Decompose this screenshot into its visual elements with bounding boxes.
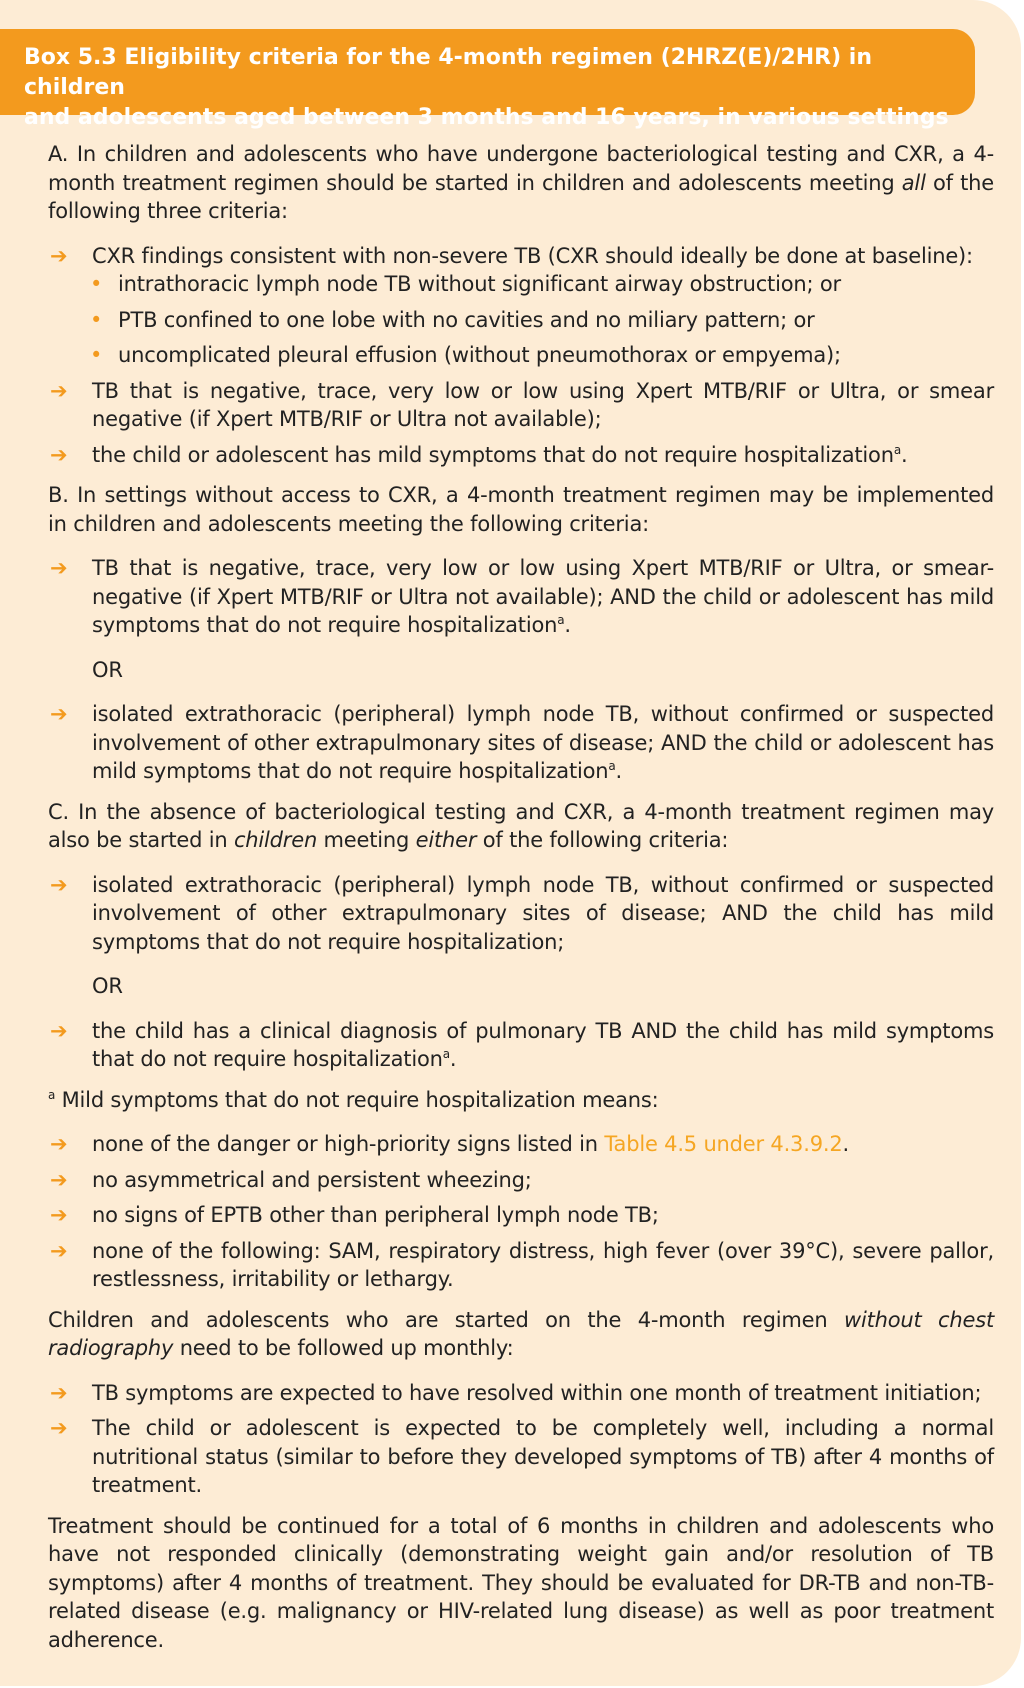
arrow-icon: ➔ — [50, 872, 68, 897]
list-item: ➔ TB that is negative, trace, very low or low using Xpert MTB/RIF or Ultra, or smear negative (if Xpert MTB/RIF or Ultra not available); — [50, 378, 994, 431]
arrow-icon: ➔ — [50, 1167, 68, 1192]
list-item: ➔ the child or adolescent has mild symptoms that do not require hospitalization$^a$. — [48, 441, 994, 470]
arrow-icon: ➔ — [50, 1203, 68, 1227]
bullet-icon: • — [90, 343, 103, 367]
section-c-intro: C. In the absence of bacteriological testing and CXR, a 4-month treatment regimen may also be started in children meeting either of the following criteria: — [48, 799, 994, 852]
section-a-intro: A. In children and adolescents who have undergone bacteriological testing and CXR, a 4-month treatment regimen should be started in children and adolescents meeting all of the following three criteria: — [48, 142, 994, 223]
list-item: ➔ no asymmetrical and persistent wheezing; — [48, 1166, 994, 1195]
box-title-line-2: and adolescents aged between 3 months and 16 years, in various settings — [24, 105, 949, 130]
list-item: ➔ isolated extrathoracic (peripheral) lymph node TB, without confirmed or suspected involvement of other extrapulmonary sites of disease; AND the child has mild symptoms that do not require hospitalization; — [50, 872, 994, 954]
or-separator: OR — [92, 974, 123, 998]
list-item: ➔ isolated extrathoracic (peripheral) lymph node TB, without confirmed or suspected involvement of other extrapulmonary sites of disease; AND the child or adolescent has mild symptoms that do not require hospitalization$^a$. — [50, 702, 994, 783]
list-item: ➔ TB that is negative, trace, very low or low using Xpert MTB/RIF or Ultra, or smear-negative (if Xpert MTB/RIF or Ultra not available); AND the child or adolescent has mild symptoms that do not require hospitalization$^a$. — [50, 556, 994, 637]
section-b-criteria — [48, 554, 994, 786]
list-item: ➔ The child or adolescent is expected to be completely well, including a normal nutritional status (similar to before they developed symptoms of TB) after 4 months of treatment. — [50, 1416, 994, 1497]
footnote-criteria — [48, 1130, 994, 1294]
section-c-criteria — [48, 871, 994, 1074]
section-b-intro: B. In settings without access to CXR, a 4-month treatment regimen may be implemented in children and adolescents meeting the following criteria: — [48, 483, 994, 536]
arrow-icon: ➔ — [50, 1018, 68, 1043]
followup-criteria — [48, 1379, 994, 1500]
box-content — [48, 140, 994, 1654]
arrow-icon: ➔ — [50, 556, 68, 580]
section-a-criteria — [48, 242, 994, 470]
or-separator: OR — [92, 657, 123, 682]
arrow-icon: ➔ — [50, 1238, 68, 1263]
closing-paragraph: Treatment should be continued for a total of 6 months in children and adolescents who have not responded clinically (demonstrating weight gain and/or resolution of TB symptoms) after 4 months of treatment. They should be evaluated for DR-TB and non-TB-related disease (e.g. malignancy or HIV-related lung disease) as well as poor treatment adherence. — [48, 1513, 994, 1652]
followup-intro: Children and adolescents who are started on the 4-month regimen without chest radiography need to be followed up monthly: — [48, 1307, 994, 1360]
sub-list-item: • PTB confined to one lobe with no cavities and no miliary pattern; or — [48, 306, 994, 335]
sub-list-item: • intrathoracic lymph node TB without significant airway obstruction; or — [48, 270, 994, 299]
arrow-icon: ➔ — [50, 442, 68, 467]
list-item: ➔ TB symptoms are expected to have resolved within one month of treatment initiation; — [48, 1379, 994, 1408]
arrow-icon: ➔ — [50, 1132, 68, 1156]
footnote-intro: $^a$ Mild symptoms that do not require hospitalization means: — [48, 1087, 659, 1112]
arrow-icon: ➔ — [50, 378, 68, 403]
list-item: ➔ none of the following: SAM, respiratory distress, high fever (over 39°C), severe pallor, restlessness, irritability or lethargy. — [50, 1238, 994, 1291]
list-item: ➔ CXR findings consistent with non-severe TB (CXR should ideally be done at baseline): — [48, 242, 994, 271]
box-title-banner — [0, 29, 975, 130]
bullet-icon: • — [90, 307, 103, 332]
box-title — [24, 43, 963, 133]
arrow-icon: ➔ — [50, 1380, 68, 1405]
list-item: ➔ the child has a clinical diagnosis of pulmonary TB AND the child has mild symptoms that do not require hospitalization$^a$. — [50, 1018, 994, 1071]
arrow-icon: ➔ — [50, 243, 68, 268]
list-item: ➔ none of the danger or high-priority signs listed in Table 4.5 under 4.3.9.2. — [48, 1130, 994, 1159]
list-item: ➔ no signs of EPTB other than peripheral lymph node TB; — [48, 1201, 994, 1230]
sub-list-item: • uncomplicated pleural effusion (without pneumothorax or empyema); — [48, 341, 994, 370]
bullet-icon: • — [90, 272, 103, 296]
arrow-icon: ➔ — [50, 1416, 68, 1440]
table-4-5-link[interactable]: Table 4.5 under 4.3.9.2 — [604, 1132, 843, 1156]
arrow-icon: ➔ — [50, 702, 68, 726]
box-title-line-1: Box 5.3 Eligibility criteria for the 4-month regimen (2HRZ(E)/2HR) in children — [24, 45, 872, 100]
section-a-sub-criteria — [48, 270, 994, 370]
